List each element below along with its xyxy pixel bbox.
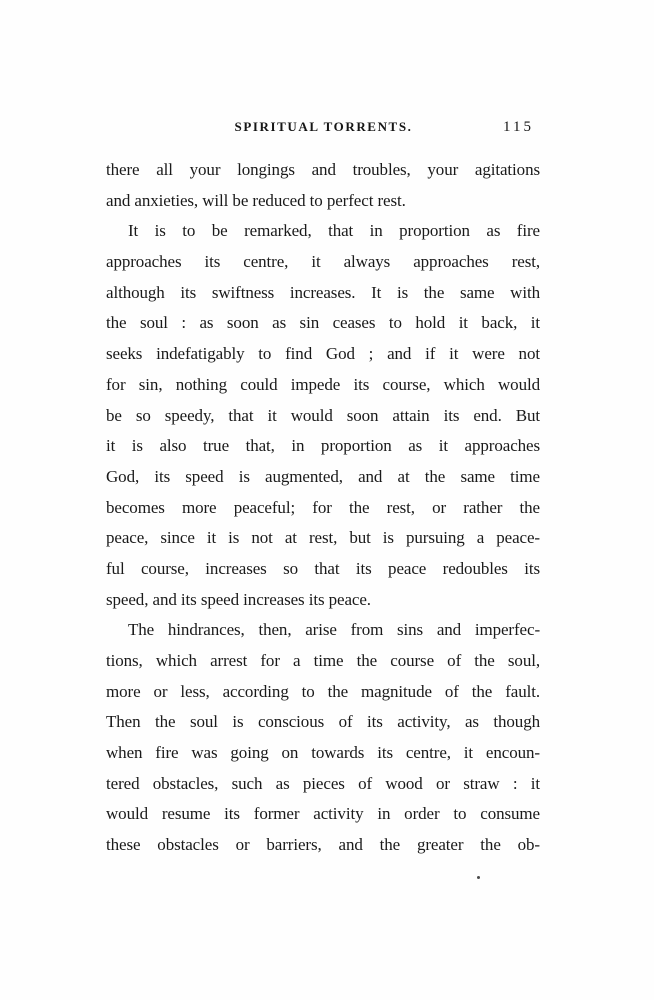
page-header — [107, 118, 540, 136]
text-line: ful course, increases so that its peace redoubles its — [106, 558, 540, 578]
text-line: the soul : as soon as sin ceases to hold it back, it — [106, 313, 540, 333]
text-line: be so speedy, that it would soon attain its end. But — [106, 405, 540, 425]
text-line: peace, since it is not at rest, but is pursuing a peace- — [106, 528, 540, 548]
text-line: would resume its former activity in order to consume — [106, 804, 540, 824]
text-line: tered obstacles, such as pieces of wood or straw : it — [106, 773, 540, 793]
text-line: It is to be remarked, that in proportion as fire — [128, 221, 540, 241]
text-line: it is also true that, in proportion as it approaches — [106, 436, 540, 456]
text-line: Then the soul is conscious of its activity, as though — [106, 712, 540, 732]
text-line: although its swiftness increases. It is the same with — [106, 282, 540, 302]
text-line: more or less, according to the magnitude of the fault. — [106, 681, 540, 701]
text-line: speed, and its speed increases its peace. — [106, 589, 371, 609]
scan-speck — [477, 876, 480, 879]
text-line: and anxieties, will be reduced to perfect rest. — [106, 190, 406, 210]
text-line: approaches its centre, it always approaches rest, — [106, 252, 540, 272]
text-line: The hindrances, then, arise from sins and imperfec- — [128, 620, 540, 640]
text-line: when fire was going on towards its centre, it encoun- — [106, 743, 540, 763]
text-line: for sin, nothing could impede its course, which would — [106, 374, 540, 394]
text-line: tions, which arrest for a time the course of the soul, — [106, 651, 540, 670]
text-line: becomes more peaceful; for the rest, or rather the — [106, 497, 540, 517]
text-line: there all your longings and troubles, your agitations — [106, 160, 540, 179]
running-head-title: SPIRITUAL TORRENTS. — [234, 119, 413, 134]
page-number: 115 — [503, 119, 534, 135]
text-line: seeks indefatigably to find God ; and if it were not — [106, 344, 540, 364]
text-line: God, its speed is augmented, and at the same time — [106, 466, 540, 486]
text-block — [106, 155, 540, 861]
text-line: these obstacles or barriers, and the greater the ob- — [106, 835, 540, 855]
